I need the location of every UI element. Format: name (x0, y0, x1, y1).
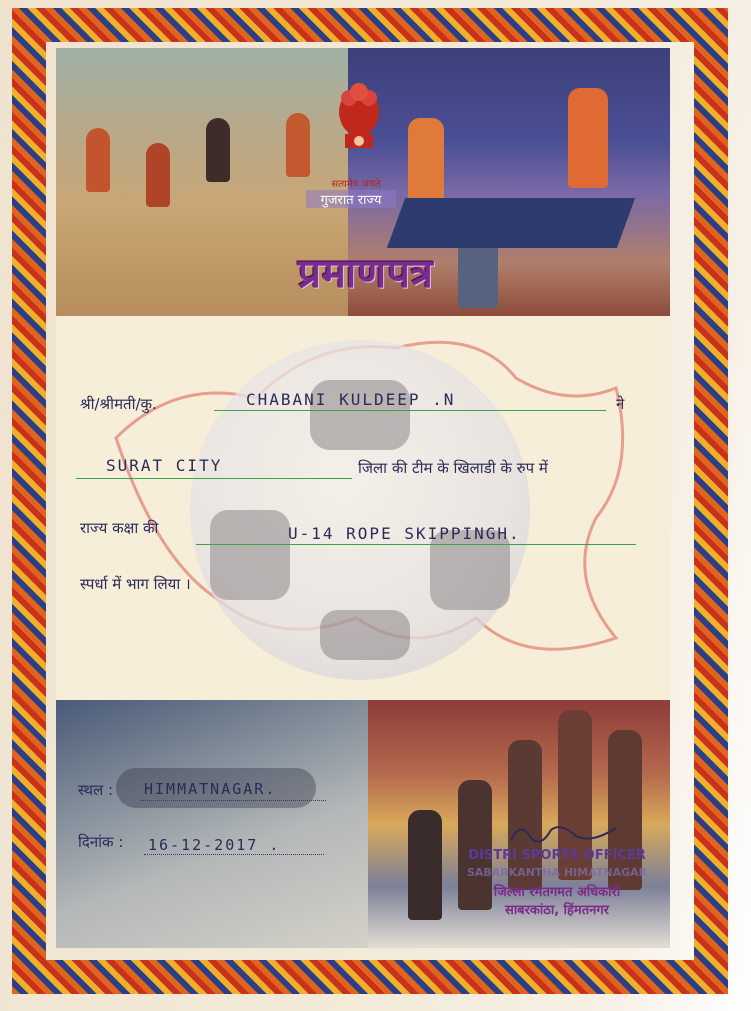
event-name: U-14 ROPE SKIPPINGH. (288, 524, 521, 543)
certificate-inner (56, 48, 670, 948)
swimming-photo (56, 700, 368, 948)
participant-name: CHABANI KULDEEP .N (246, 390, 456, 409)
national-emblem-icon (331, 74, 387, 164)
signatory-district-en: SABARKANTHA HIMATNAGAR (466, 866, 648, 879)
event-underline (196, 544, 636, 545)
signatory-district-hi: साबरकांठा, हिंमतनगर (505, 903, 609, 918)
event-prefix-label: राज्य कक्षा की (80, 519, 159, 537)
player-figure (408, 118, 444, 208)
player-figure (286, 113, 310, 177)
district-name: SURAT CITY (106, 456, 223, 475)
player-figure (408, 810, 442, 920)
emblem-motto: सत्यमेव जयते (331, 179, 381, 190)
district-text: जिला की टीम के खिलाडी के रुप में (358, 459, 548, 477)
date-label: दिनांक : (78, 833, 124, 851)
tennis-table (387, 198, 635, 248)
date-value: 16-12-2017 . (148, 836, 281, 854)
player-figure (86, 128, 110, 192)
player-figure (206, 118, 230, 182)
signatory-title-hi: जिल्ला रमतगमत अधिकारी (493, 885, 621, 900)
place-label: स्थल : (78, 781, 114, 799)
player-figure (568, 88, 608, 188)
player-figure (146, 143, 170, 207)
signatory-title-en: DISTRI SPORTS OFFICER (468, 848, 646, 863)
emblem-state-label: गुजरात राज्य (306, 190, 396, 208)
name-suffix-label: ने (616, 395, 625, 413)
participation-text: स्पर्धा में भाग लिया । (80, 575, 191, 593)
name-prefix-label: श्री/श्रीमती/कु. (80, 395, 157, 413)
date-underline (144, 854, 324, 855)
name-underline (214, 410, 606, 411)
certificate-title: प्रमाणपत्र (298, 251, 434, 297)
signature-icon (506, 818, 626, 848)
place-value: HIMMATNAGAR. (144, 780, 277, 798)
place-underline (140, 800, 326, 801)
district-underline (76, 478, 352, 479)
